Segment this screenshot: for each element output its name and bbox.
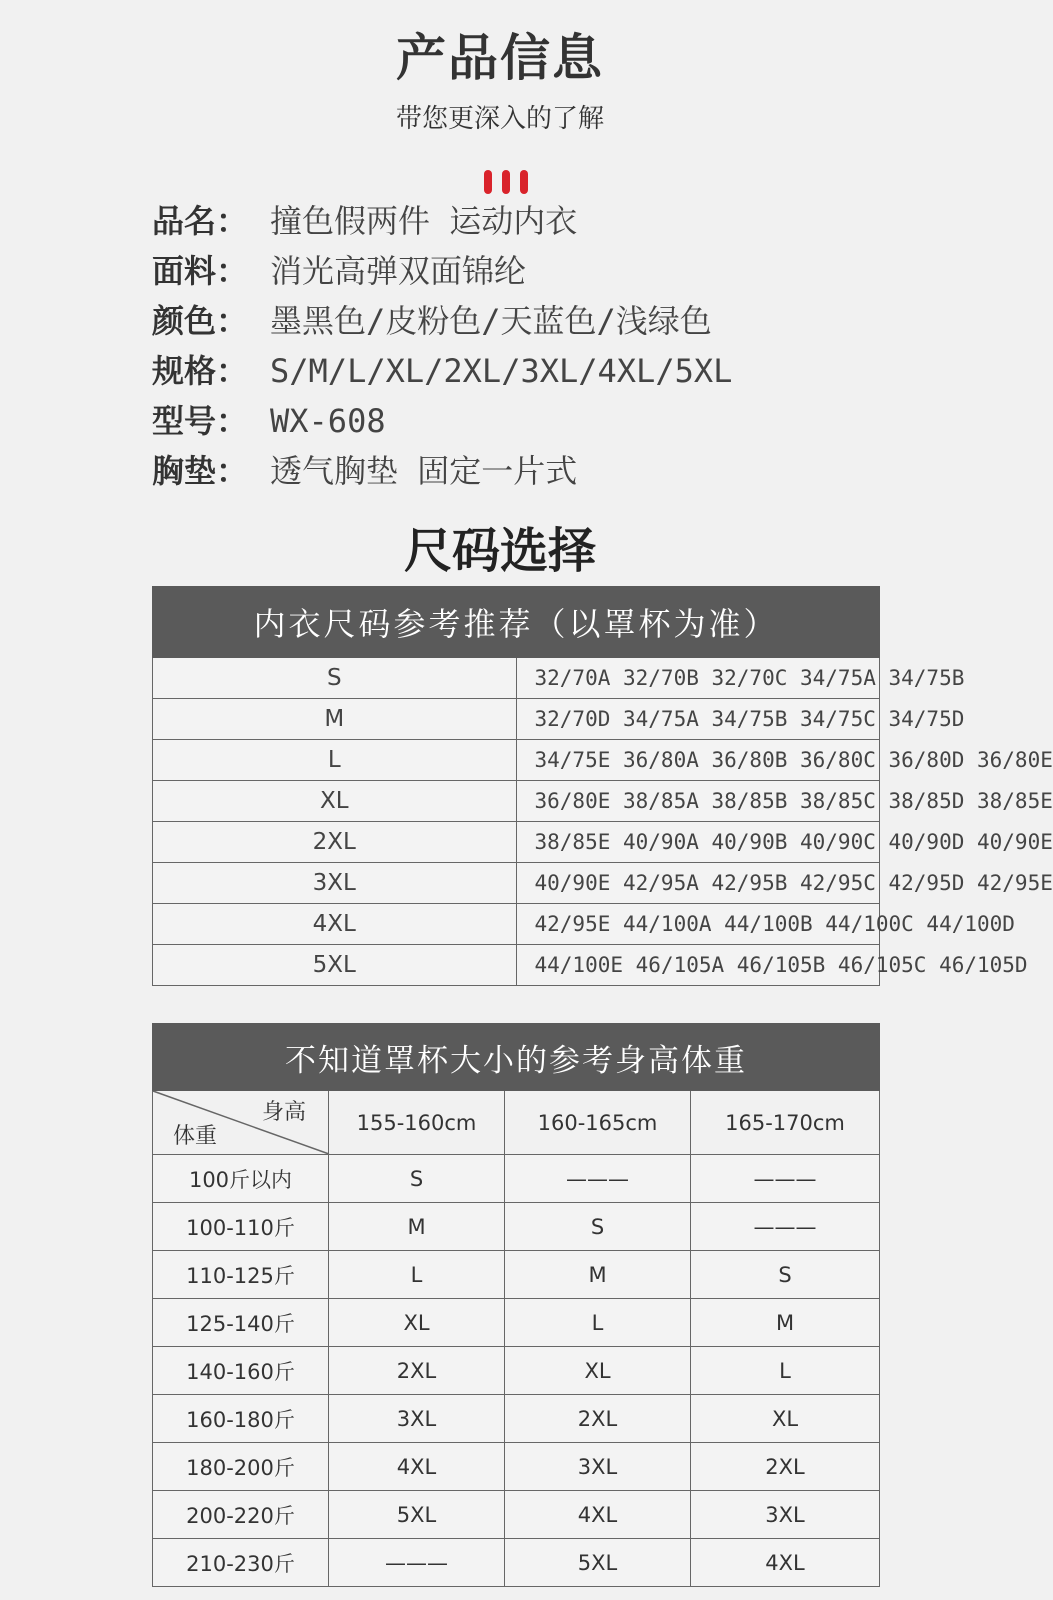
size-cell: M [329, 1203, 505, 1251]
bra-size-table [152, 586, 1053, 986]
height-header: 165-170cm [691, 1091, 880, 1155]
page-subtitle: 带您更深入的了解 [395, 104, 604, 134]
size-cell: 4XL [329, 1443, 505, 1491]
size-cell: 5XL [329, 1491, 505, 1539]
size-cell: L [153, 740, 517, 781]
size-section-title: 尺码选择 [403, 523, 596, 579]
info-label: 面料： [152, 252, 249, 290]
weight-cell: 125-140斤 [153, 1299, 329, 1347]
size-cell: M [505, 1251, 691, 1299]
bra-table-title: 内衣尺码参考推荐（以罩杯为准） [153, 587, 880, 658]
cups-cell: 32/70D 34/75A 34/75B 34/75C 34/75D [516, 699, 880, 740]
size-cell: 4XL [505, 1491, 691, 1539]
weight-cell: 160-180斤 [153, 1395, 329, 1443]
size-cell: L [505, 1299, 691, 1347]
size-cell: 5XL [505, 1539, 691, 1587]
table-row [153, 740, 880, 781]
cups-cell: 40/90E 42/95A 42/95B 42/95C 42/95D 42/95E [516, 863, 880, 904]
cups-cell: 34/75E 36/80A 36/80B 36/80C 36/80D 36/80E [516, 740, 880, 781]
info-label: 规格： [152, 352, 249, 390]
info-row-name [152, 196, 732, 246]
size-cell: S [691, 1251, 880, 1299]
table-row [153, 1155, 880, 1203]
info-row-spec [152, 346, 732, 396]
weight-cell: 110-125斤 [153, 1251, 329, 1299]
table-row [153, 1203, 880, 1251]
size-cell: M [691, 1299, 880, 1347]
table-row [153, 1251, 880, 1299]
weight-cell: 210-230斤 [153, 1539, 329, 1587]
accent-divider [484, 170, 528, 194]
size-cell: 2XL [505, 1395, 691, 1443]
size-cell: XL [329, 1299, 505, 1347]
size-cell: 3XL [329, 1395, 505, 1443]
size-cell: ——— [691, 1203, 880, 1251]
size-cell: L [329, 1251, 505, 1299]
table-row [153, 1395, 880, 1443]
weight-cell: 100-110斤 [153, 1203, 329, 1251]
size-cell: S [329, 1155, 505, 1203]
info-value: S/M/L/XL/2XL/3XL/4XL/5XL [270, 352, 733, 390]
table-row [153, 699, 880, 740]
size-cell: 3XL [505, 1443, 691, 1491]
size-cell: L [691, 1347, 880, 1395]
weight-cell: 100斤以内 [153, 1155, 329, 1203]
size-cell: ——— [329, 1539, 505, 1587]
info-row-pad [152, 446, 732, 496]
info-value: 墨黑色/皮粉色/天蓝色/浅绿色 [270, 302, 712, 340]
size-cell: S [505, 1203, 691, 1251]
corner-cell [153, 1091, 329, 1155]
info-row-color [152, 296, 732, 346]
info-value: 透气胸垫 固定一片式 [270, 452, 578, 490]
weight-cell: 140-160斤 [153, 1347, 329, 1395]
size-cell: XL [505, 1347, 691, 1395]
info-label: 胸垫： [152, 452, 249, 490]
cups-cell: 44/100E 46/105A 46/105B 46/105C 46/105D [516, 945, 880, 986]
size-cell: ——— [505, 1155, 691, 1203]
info-value: WX-608 [270, 402, 386, 440]
size-cell: 3XL [153, 863, 517, 904]
hw-table-title: 不知道罩杯大小的参考身高体重 [153, 1024, 880, 1091]
size-cell: XL [153, 781, 517, 822]
product-info [152, 196, 732, 496]
size-cell: ——— [691, 1155, 880, 1203]
table-row [153, 781, 880, 822]
table-row [153, 863, 880, 904]
weight-cell: 180-200斤 [153, 1443, 329, 1491]
info-label: 品名： [152, 202, 249, 240]
table-row [153, 822, 880, 863]
size-cell: S [153, 658, 517, 699]
table-row [153, 1299, 880, 1347]
table-row [153, 658, 880, 699]
size-cell: 5XL [153, 945, 517, 986]
height-weight-table [152, 1023, 880, 1587]
weight-cell: 200-220斤 [153, 1491, 329, 1539]
size-cell: 2XL [153, 822, 517, 863]
height-header: 160-165cm [505, 1091, 691, 1155]
size-cell: 2XL [691, 1443, 880, 1491]
table-row [153, 1491, 880, 1539]
size-cell: 4XL [691, 1539, 880, 1587]
size-cell: 3XL [691, 1491, 880, 1539]
info-row-fabric [152, 246, 732, 296]
size-cell: 4XL [153, 904, 517, 945]
size-cell: XL [691, 1395, 880, 1443]
size-cell: M [153, 699, 517, 740]
table-row [153, 1347, 880, 1395]
info-value: 撞色假两件 运动内衣 [270, 202, 578, 240]
table-row [153, 945, 880, 986]
corner-weight-label: 体重 [173, 1124, 218, 1149]
size-cell: 2XL [329, 1347, 505, 1395]
table-row [153, 904, 880, 945]
page-title: 产品信息 [396, 29, 604, 87]
cups-cell: 36/80E 38/85A 38/85B 38/85C 38/85D 38/85E [516, 781, 880, 822]
info-row-model [152, 396, 732, 446]
corner-height-label: 身高 [261, 1100, 306, 1125]
table-row [153, 1443, 880, 1491]
table-row [153, 1539, 880, 1587]
cups-cell: 42/95E 44/100A 44/100B 44/100C 44/100D [516, 904, 880, 945]
info-label: 型号： [152, 402, 249, 440]
info-label: 颜色： [152, 302, 249, 340]
cups-cell: 38/85E 40/90A 40/90B 40/90C 40/90D 40/90E [516, 822, 880, 863]
info-value: 消光高弹双面锦纶 [270, 252, 527, 290]
cups-cell: 32/70A 32/70B 32/70C 34/75A 34/75B [516, 658, 880, 699]
height-header: 155-160cm [329, 1091, 505, 1155]
